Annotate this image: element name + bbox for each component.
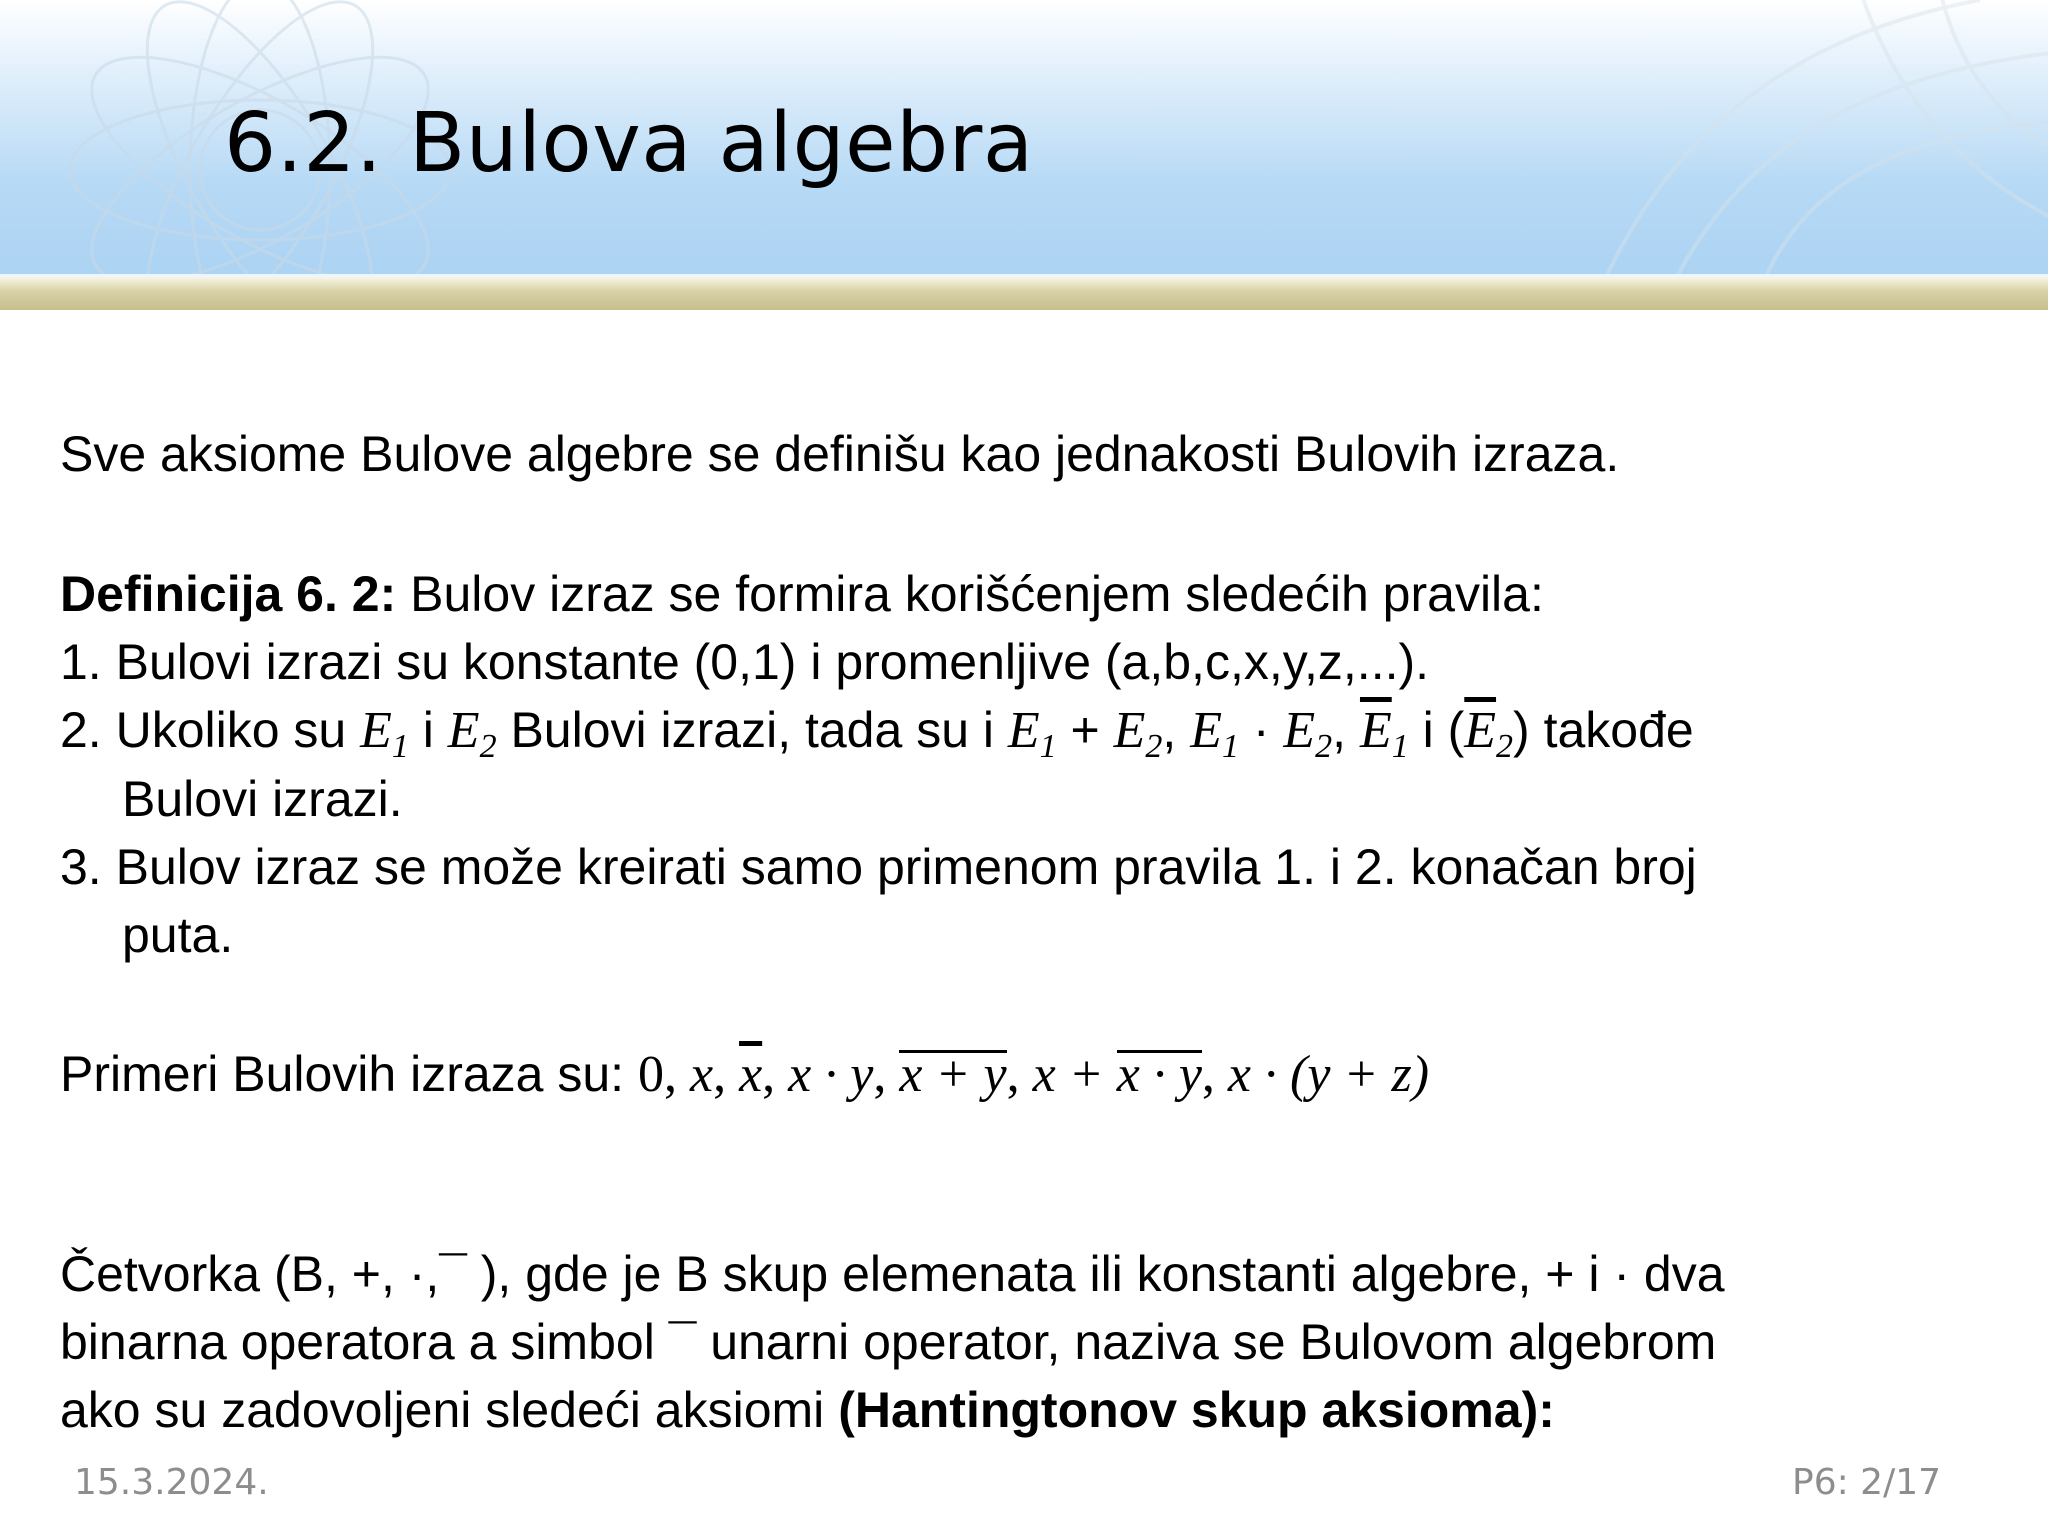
math-e1: $E_1$ <box>360 702 409 765</box>
math-e1-negated: $\overline{E}_1$ <box>1359 702 1409 765</box>
quadruple-line-3 <box>60 1376 1725 1444</box>
examples-line <box>60 1040 1429 1109</box>
quadruple-line-1: Četvorka (B, +, ·,¯ ), gde je B skup elemenata ili konstanti algebre, + i · dva <box>60 1246 1725 1302</box>
huntington-axioms-label: (Hantingtonov skup aksioma): <box>838 1382 1555 1438</box>
example-zero: 0, <box>637 1046 690 1103</box>
math-e2-negated: $\overline{E}_2$ <box>1464 702 1514 765</box>
quadruple-line-2: binarna operatora a simbol ¯ unarni operator, naziva se Bulovom algebrom <box>60 1314 1717 1370</box>
rule-2-comma: , <box>1162 702 1191 758</box>
rule-3-continuation: puta. <box>122 907 234 963</box>
math-e2-sum: $E_2$ <box>1113 702 1163 765</box>
footer-page-number: P6: 2/17 <box>1792 1462 1942 1503</box>
rule-2-plus: + <box>1056 702 1114 758</box>
definition-text: Bulov izraz se formira korišćenjem sledećih pravila: <box>396 566 1544 622</box>
quadruple-line-3-text: ako su zadovoljeni sledeći aksiomi <box>60 1382 839 1438</box>
intro-paragraph <box>60 420 1619 488</box>
examples-math: 0, x, $\overline{x}$, x · y, x + y, x + x · y, x · (y + z) <box>637 1046 1430 1103</box>
math-e1-sum: $E_1$ <box>1007 702 1057 765</box>
math-e1-prod: $E_1$ <box>1190 702 1239 765</box>
rule-2-and: i <box>408 702 448 758</box>
example-not-x-or-y: x + y <box>899 1046 1007 1103</box>
rule-2-comma-2: , <box>1332 702 1360 758</box>
example-x-and-y: x · y <box>788 1046 874 1103</box>
rule-2 <box>60 696 1697 765</box>
rule-2-end: ) takođe <box>1513 702 1694 758</box>
rule-2-dot: · <box>1238 702 1284 758</box>
swirl-ornament-icon <box>1560 0 2048 290</box>
rule-2-prefix: 2. Ukoliko su <box>60 702 361 758</box>
math-e2: $E_2$ <box>447 702 497 765</box>
definition-label: Definicija 6. 2: <box>60 566 397 622</box>
rule-3: 3. Bulov izraz se može kreirati samo primenom pravila 1. i 2. konačan broj <box>60 839 1697 895</box>
math-e2-prod: $E_2$ <box>1283 702 1333 765</box>
rule-2-mid: Bulovi izrazi, tada su i <box>496 702 1008 758</box>
definition-block <box>60 560 1697 969</box>
example-not-x: $\overline{x}$ <box>739 1046 763 1103</box>
example-x-and-y-or-z: x · (y + z) <box>1227 1046 1430 1103</box>
intro-text: Sve aksiome Bulove algebre se definišu kao jednakosti Bulovih izraza. <box>60 426 1620 482</box>
rule-2-and-paren: i ( <box>1408 702 1465 758</box>
slide-header <box>0 0 2048 310</box>
examples-label: Primeri Bulovih izraza su: <box>60 1046 638 1102</box>
rule-1: 1. Bulovi izrazi su konstante (0,1) i promenljive (a,b,c,x,y,z,...). <box>60 634 1430 690</box>
quadruple-paragraph <box>60 1240 1725 1444</box>
header-divider-band <box>0 278 2048 310</box>
footer-date: 15.3.2024. <box>74 1462 269 1503</box>
example-x-plus: x + <box>1032 1046 1117 1103</box>
example-x: x <box>689 1046 714 1103</box>
example-not-x-and-y: x · y <box>1116 1046 1202 1103</box>
definition-line <box>60 560 1697 628</box>
rule-2-continuation: Bulovi izrazi. <box>122 771 403 827</box>
slide-title: 6.2. Bulova algebra <box>224 96 1034 191</box>
